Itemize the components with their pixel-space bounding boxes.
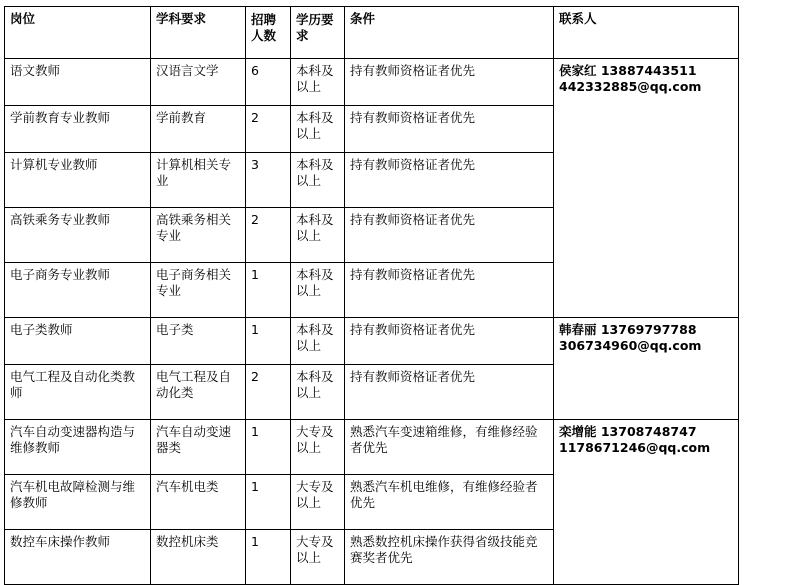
- cell-position: 高铁乘务专业教师: [5, 208, 151, 263]
- contact-email: 442332885@qq.com: [559, 79, 702, 94]
- table-header-row: [5, 7, 739, 59]
- cell-contact-group-1: [554, 59, 739, 318]
- table-row: [5, 420, 739, 475]
- cell-subject: 汽车机电类: [151, 475, 246, 530]
- table-row: [5, 59, 739, 106]
- cell-count: 1: [246, 263, 291, 318]
- contact-email: 306734960@qq.com: [559, 338, 702, 353]
- cell-education: 本科及以上: [291, 263, 345, 318]
- cell-education: 大专及以上: [291, 420, 345, 475]
- cell-position: 电子类教师: [5, 318, 151, 365]
- cell-education: 本科及以上: [291, 318, 345, 365]
- cell-position: 学前教育专业教师: [5, 106, 151, 153]
- cell-subject: 高铁乘务相关专业: [151, 208, 246, 263]
- cell-count: 2: [246, 365, 291, 420]
- cell-subject: 电子商务相关专业: [151, 263, 246, 318]
- cell-condition: 持有教师资格证者优先: [345, 208, 554, 263]
- cell-condition: 熟悉汽车机电维修，有维修经验者优先: [345, 475, 554, 530]
- cell-condition: 持有教师资格证者优先: [345, 59, 554, 106]
- table-row: [5, 318, 739, 365]
- cell-position: 语文教师: [5, 59, 151, 106]
- cell-education: 本科及以上: [291, 153, 345, 208]
- cell-count: 2: [246, 106, 291, 153]
- cell-education: 大专及以上: [291, 475, 345, 530]
- cell-subject: 汉语言文学: [151, 59, 246, 106]
- cell-condition: 持有教师资格证者优先: [345, 365, 554, 420]
- cell-contact-group-2: [554, 318, 739, 420]
- cell-count: 2: [246, 208, 291, 263]
- cell-condition: 熟悉数控机床操作获得省级技能竞赛奖者优先: [345, 530, 554, 585]
- cell-count: 1: [246, 318, 291, 365]
- cell-subject: 学前教育: [151, 106, 246, 153]
- header-condition: 条件: [345, 7, 554, 59]
- cell-education: 本科及以上: [291, 59, 345, 106]
- document-page: [0, 6, 810, 564]
- cell-condition: 持有教师资格证者优先: [345, 153, 554, 208]
- cell-condition: 持有教师资格证者优先: [345, 106, 554, 153]
- cell-subject: 电子类: [151, 318, 246, 365]
- cell-education: 大专及以上: [291, 530, 345, 585]
- cell-position: 汽车自动变速器构造与维修教师: [5, 420, 151, 475]
- header-education: 学历要求: [291, 7, 345, 59]
- contact-email: 1178671246@qq.com: [559, 440, 711, 455]
- cell-condition: 熟悉汽车变速箱维修，有维修经验者优先: [345, 420, 554, 475]
- cell-education: 本科及以上: [291, 365, 345, 420]
- cell-position: 电子商务专业教师: [5, 263, 151, 318]
- cell-education: 本科及以上: [291, 106, 345, 153]
- cell-condition: 持有教师资格证者优先: [345, 318, 554, 365]
- header-position: 岗位: [5, 7, 151, 59]
- cell-position: 计算机专业教师: [5, 153, 151, 208]
- header-subject: 学科要求: [151, 7, 246, 59]
- cell-subject: 汽车自动变速器类: [151, 420, 246, 475]
- cell-subject: 计算机相关专业: [151, 153, 246, 208]
- cell-count: 1: [246, 475, 291, 530]
- cell-condition: 持有教师资格证者优先: [345, 263, 554, 318]
- header-count: 招聘人数: [246, 7, 291, 59]
- cell-education: 本科及以上: [291, 208, 345, 263]
- cell-subject: 数控机床类: [151, 530, 246, 585]
- cell-position: 电气工程及自动化类教师: [5, 365, 151, 420]
- recruitment-table: [4, 6, 739, 585]
- cell-count: 1: [246, 530, 291, 585]
- cell-subject: 电气工程及自动化类: [151, 365, 246, 420]
- cell-position: 汽车机电故障检测与维修教师: [5, 475, 151, 530]
- header-contact: 联系人: [554, 7, 739, 59]
- cell-count: 3: [246, 153, 291, 208]
- cell-count: 6: [246, 59, 291, 106]
- cell-position: 数控车床操作教师: [5, 530, 151, 585]
- contact-name-phone: 栾增能 13708748747: [559, 424, 697, 439]
- cell-count: 1: [246, 420, 291, 475]
- cell-contact-group-3: [554, 420, 739, 585]
- contact-name-phone: 韩春丽 13769797788: [559, 322, 697, 337]
- contact-name-phone: 侯家红 13887443511: [559, 63, 697, 78]
